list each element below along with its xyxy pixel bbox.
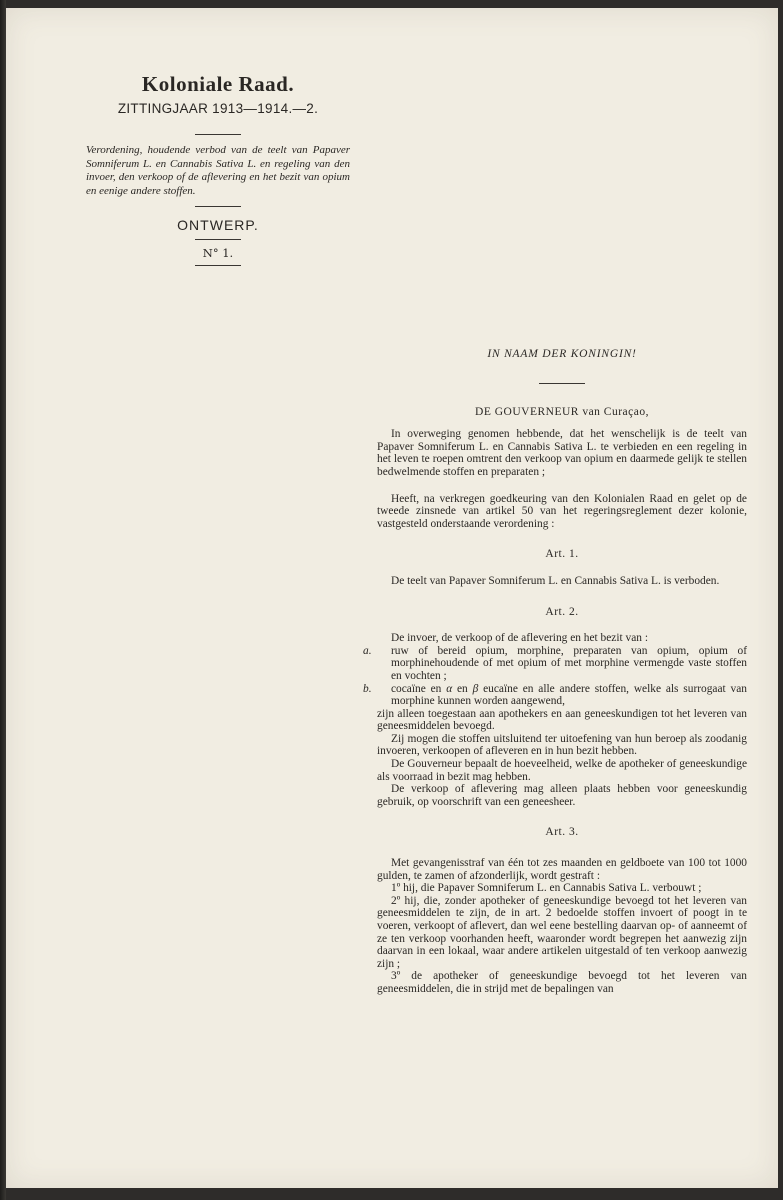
alpha-symbol: α [446,682,453,695]
document-page [6,8,778,1188]
item-b-label: b. [363,682,372,695]
number-divider [195,265,241,266]
council-title: Koloniale Raad. [141,72,295,96]
article-2-paragraph-3: De Gouverneur bepaalt de hoeveelheid, welke de apotheker of geneeskundige als voorraad in bezit mag hebben. [377,758,747,783]
session-year: ZITTINGJAAR 1913—1914.—2. [117,101,319,116]
preamble-enacting: Heeft, na verkregen goedkeuring van den Kolonialen Raad en gelet op de tweede zinsnede van artikel 50 van het regeringsreglement dezer kolonie, vastgesteld onderstaande verordening : [377,492,747,530]
article-2-permitted: zijn alleen toegestaan aan apothekers en aan geneeskundigen tot het leveren van geneesmiddelen bevoegd. [377,707,747,733]
article-3-clause-1: 1º hij, die Papaver Somniferum L. en Cannabis Sativa L. verbouwt ; [391,882,702,895]
item-b-text-post: eucaïne en alle andere stoffen, welke als surrogaat van morphine kunnen worden aangewend, [391,682,747,708]
governor-line: DE GOUVERNEUR van Curaçao, [475,405,649,418]
item-b-text-mid: en [457,682,468,695]
ordinance-description: Verordening, houdende verbod van de teelt van Papaver Somniferum L. en Cannabis Sativa L. en regeling van den invoer, den verkoop of de aflevering en het bezit van opium en eenige andere stoffen. [86,144,350,197]
article-3-title: Art. 3. [545,826,579,839]
article-2-title: Art. 2. [545,605,579,618]
article-2-item-a [363,644,747,683]
article-3-clause-2: 2º hij, die, zonder apotheker of geneeskundige bevoegd tot het leveren van geneesmiddelen te zijn, de in art. 2 bedoelde stoffen invoert of poogt in te voeren, verkoopt of aflevert, dan wel eene bestelling daarvan op- of aanneemt of ze ten verkoop voorhanden heeft, waaronder wordt begrepen het aanwezig zijn daarvan in een lokaal, waar andere artikelen uitgestald of ten verkoop aanwezig zijn ; [377,894,747,970]
draft-label: ONTWERP. [177,217,259,233]
description-divider [195,206,241,207]
article-3-intro: Met gevangenisstraf van één tot zes maanden en geldboete van 100 tot 1000 gulden, te zamen of afzonderlijk, wordt gestraft : [377,857,747,882]
item-b-text-pre: cocaïne en [391,682,442,695]
document-number: N° 1. [202,246,234,260]
invocation: IN NAAM DER KONINGIN! [487,348,637,360]
item-a-label: a. [363,644,372,657]
article-2-paragraph-2: Zij mogen die stoffen uitsluitend ter uitoefening van hun beroep als zoodanig invoeren, verkoopen of afleveren en in hun bezit hebben. [377,732,747,758]
article-2-paragraph-4: De verkoop of aflevering mag alleen plaats hebben voor geneeskundig gebruik, op voorschrift van een geneesheer. [377,783,747,808]
article-3-clause-3: 3º de apotheker of geneeskundige bevoegd tot het leveren van geneesmiddelen, die in strijd met de bepalingen van [377,970,747,995]
preamble-considering: In overweging genomen hebbende, dat het wenschelijk is de teelt van Papaver Somniferum L. en Cannabis Sativa L. te verbieden en een regeling in het leven te roepen omtrent den verkoop van opium en daarmede gelijk te stellen bedwelmende stoffen en preparaten ; [377,428,747,478]
item-a-text: ruw of bereid opium, morphine, preparaten van opium, opium of morphinehoudende of met opium of met morphine vermengde vaste stoffen en vochten ; [391,644,747,682]
article-2-item-b [363,682,747,708]
document-header [84,72,352,266]
ordinance-body [363,348,747,996]
draft-divider [195,239,241,240]
article-1-title: Art. 1. [545,548,579,561]
article-1-text: De teelt van Papaver Somniferum L. en Cannabis Sativa L. is verboden. [391,574,720,587]
article-2-intro: De invoer, de verkoop of de aflevering en het bezit van : [391,632,648,645]
beta-symbol: β [472,682,479,695]
